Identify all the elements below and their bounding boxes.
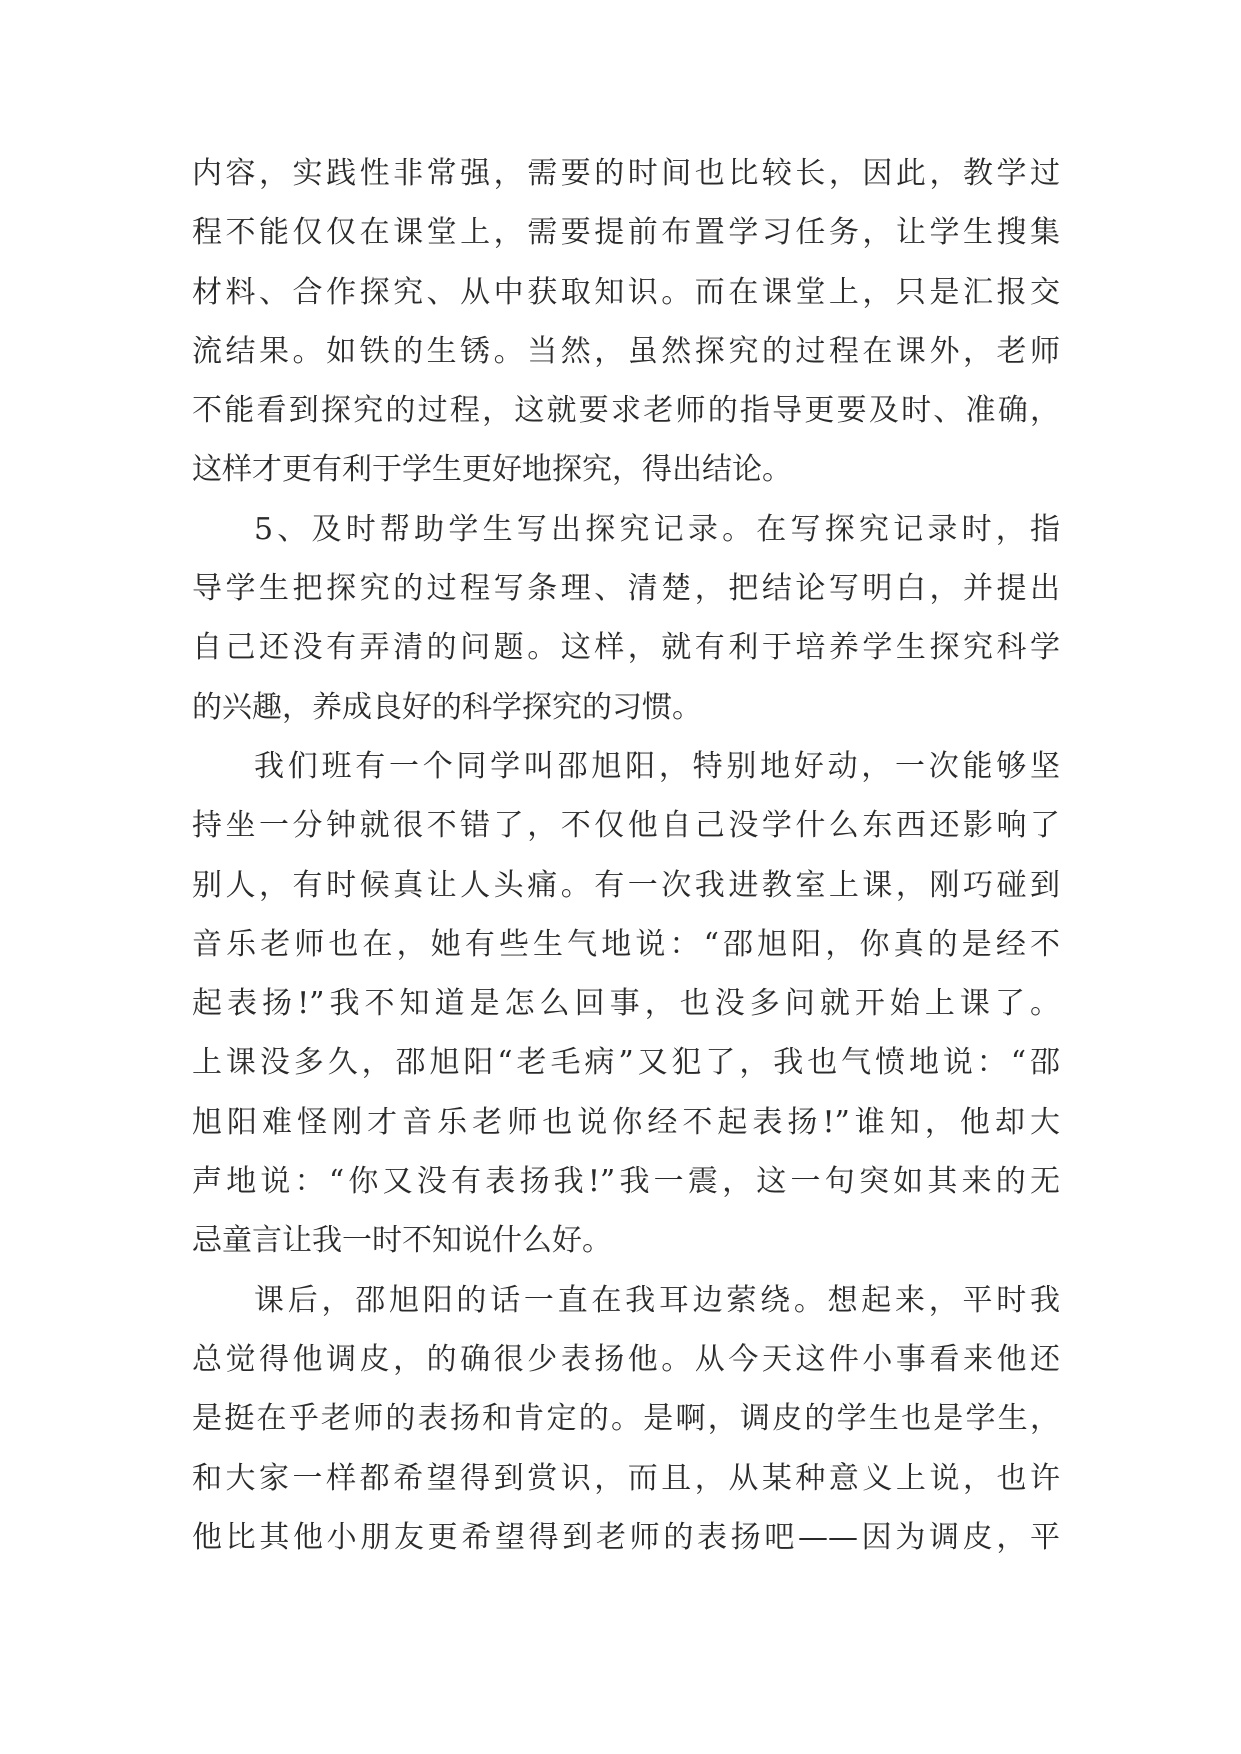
text-line: 我们班有一个同学叫邵旭阳，特别地好动，一次能够坚	[254, 748, 1060, 784]
text-line: 别人，有时候真让人头痛。有一次我进教室上课，刚巧碰到	[192, 867, 1060, 903]
text-line: 5、及时帮助学生写出探究记录。在写探究记录时，指	[254, 511, 1060, 547]
text-line: 流结果。如铁的生锈。当然，虽然探究的过程在课外，老师	[192, 333, 1060, 369]
text-line: 课后，邵旭阳的话一直在我耳边萦绕。想起来，平时我	[254, 1282, 1060, 1318]
text-line: 音乐老师也在，她有些生气地说：“邵旭阳，你真的是经不	[192, 926, 1060, 962]
body-text	[192, 144, 1060, 1567]
text-line: 内容，实践性非常强，需要的时间也比较长，因此，教学过	[192, 156, 1060, 191]
text-line: 的兴趣，养成良好的科学探究的习惯。	[192, 689, 702, 725]
text-line: 这样才更有利于学生更好地探究，得出结论。	[192, 452, 792, 488]
text-line: 总觉得他调皮，的确很少表扬他。从今天这件小事看来他还	[192, 1341, 1060, 1377]
text-line: 自己还没有弄清的问题。这样，就有利于培养学生探究科学	[192, 630, 1060, 666]
text-line: 他比其他小朋友更希望得到老师的表扬吧——因为调皮，平	[192, 1519, 1060, 1555]
text-line: 持坐一分钟就很不错了，不仅他自己没学什么东西还影响了	[192, 808, 1060, 844]
text-line: 导学生把探究的过程写条理、清楚，把结论写明白，并提出	[192, 571, 1060, 607]
text-line: 和大家一样都希望得到赏识，而且，从某种意义上说，也许	[192, 1460, 1060, 1496]
text-line: 忌童言让我一时不知说什么好。	[192, 1223, 612, 1259]
text-line: 旭阳难怪刚才音乐老师也说你经不起表扬!”谁知，他却大	[192, 1104, 1060, 1140]
text-line: 是挺在乎老师的表扬和肯定的。是啊，调皮的学生也是学生，	[192, 1401, 1060, 1437]
text-line: 材料、合作探究、从中获取知识。而在课堂上，只是汇报交	[192, 274, 1060, 310]
text-line: 起表扬!”我不知道是怎么回事，也没多问就开始上课了。	[192, 986, 1060, 1022]
text-line: 声地说：“你又没有表扬我!”我一震，这一句突如其来的无	[192, 1164, 1060, 1200]
text-line: 上课没多久，邵旭阳“老毛病”又犯了，我也气愤地说：“邵	[192, 1045, 1060, 1081]
text-line: 程不能仅仅在课堂上，需要提前布置学习任务，让学生搜集	[192, 215, 1060, 251]
text-line: 不能看到探究的过程，这就要求老师的指导更要及时、准确，	[192, 393, 1060, 429]
